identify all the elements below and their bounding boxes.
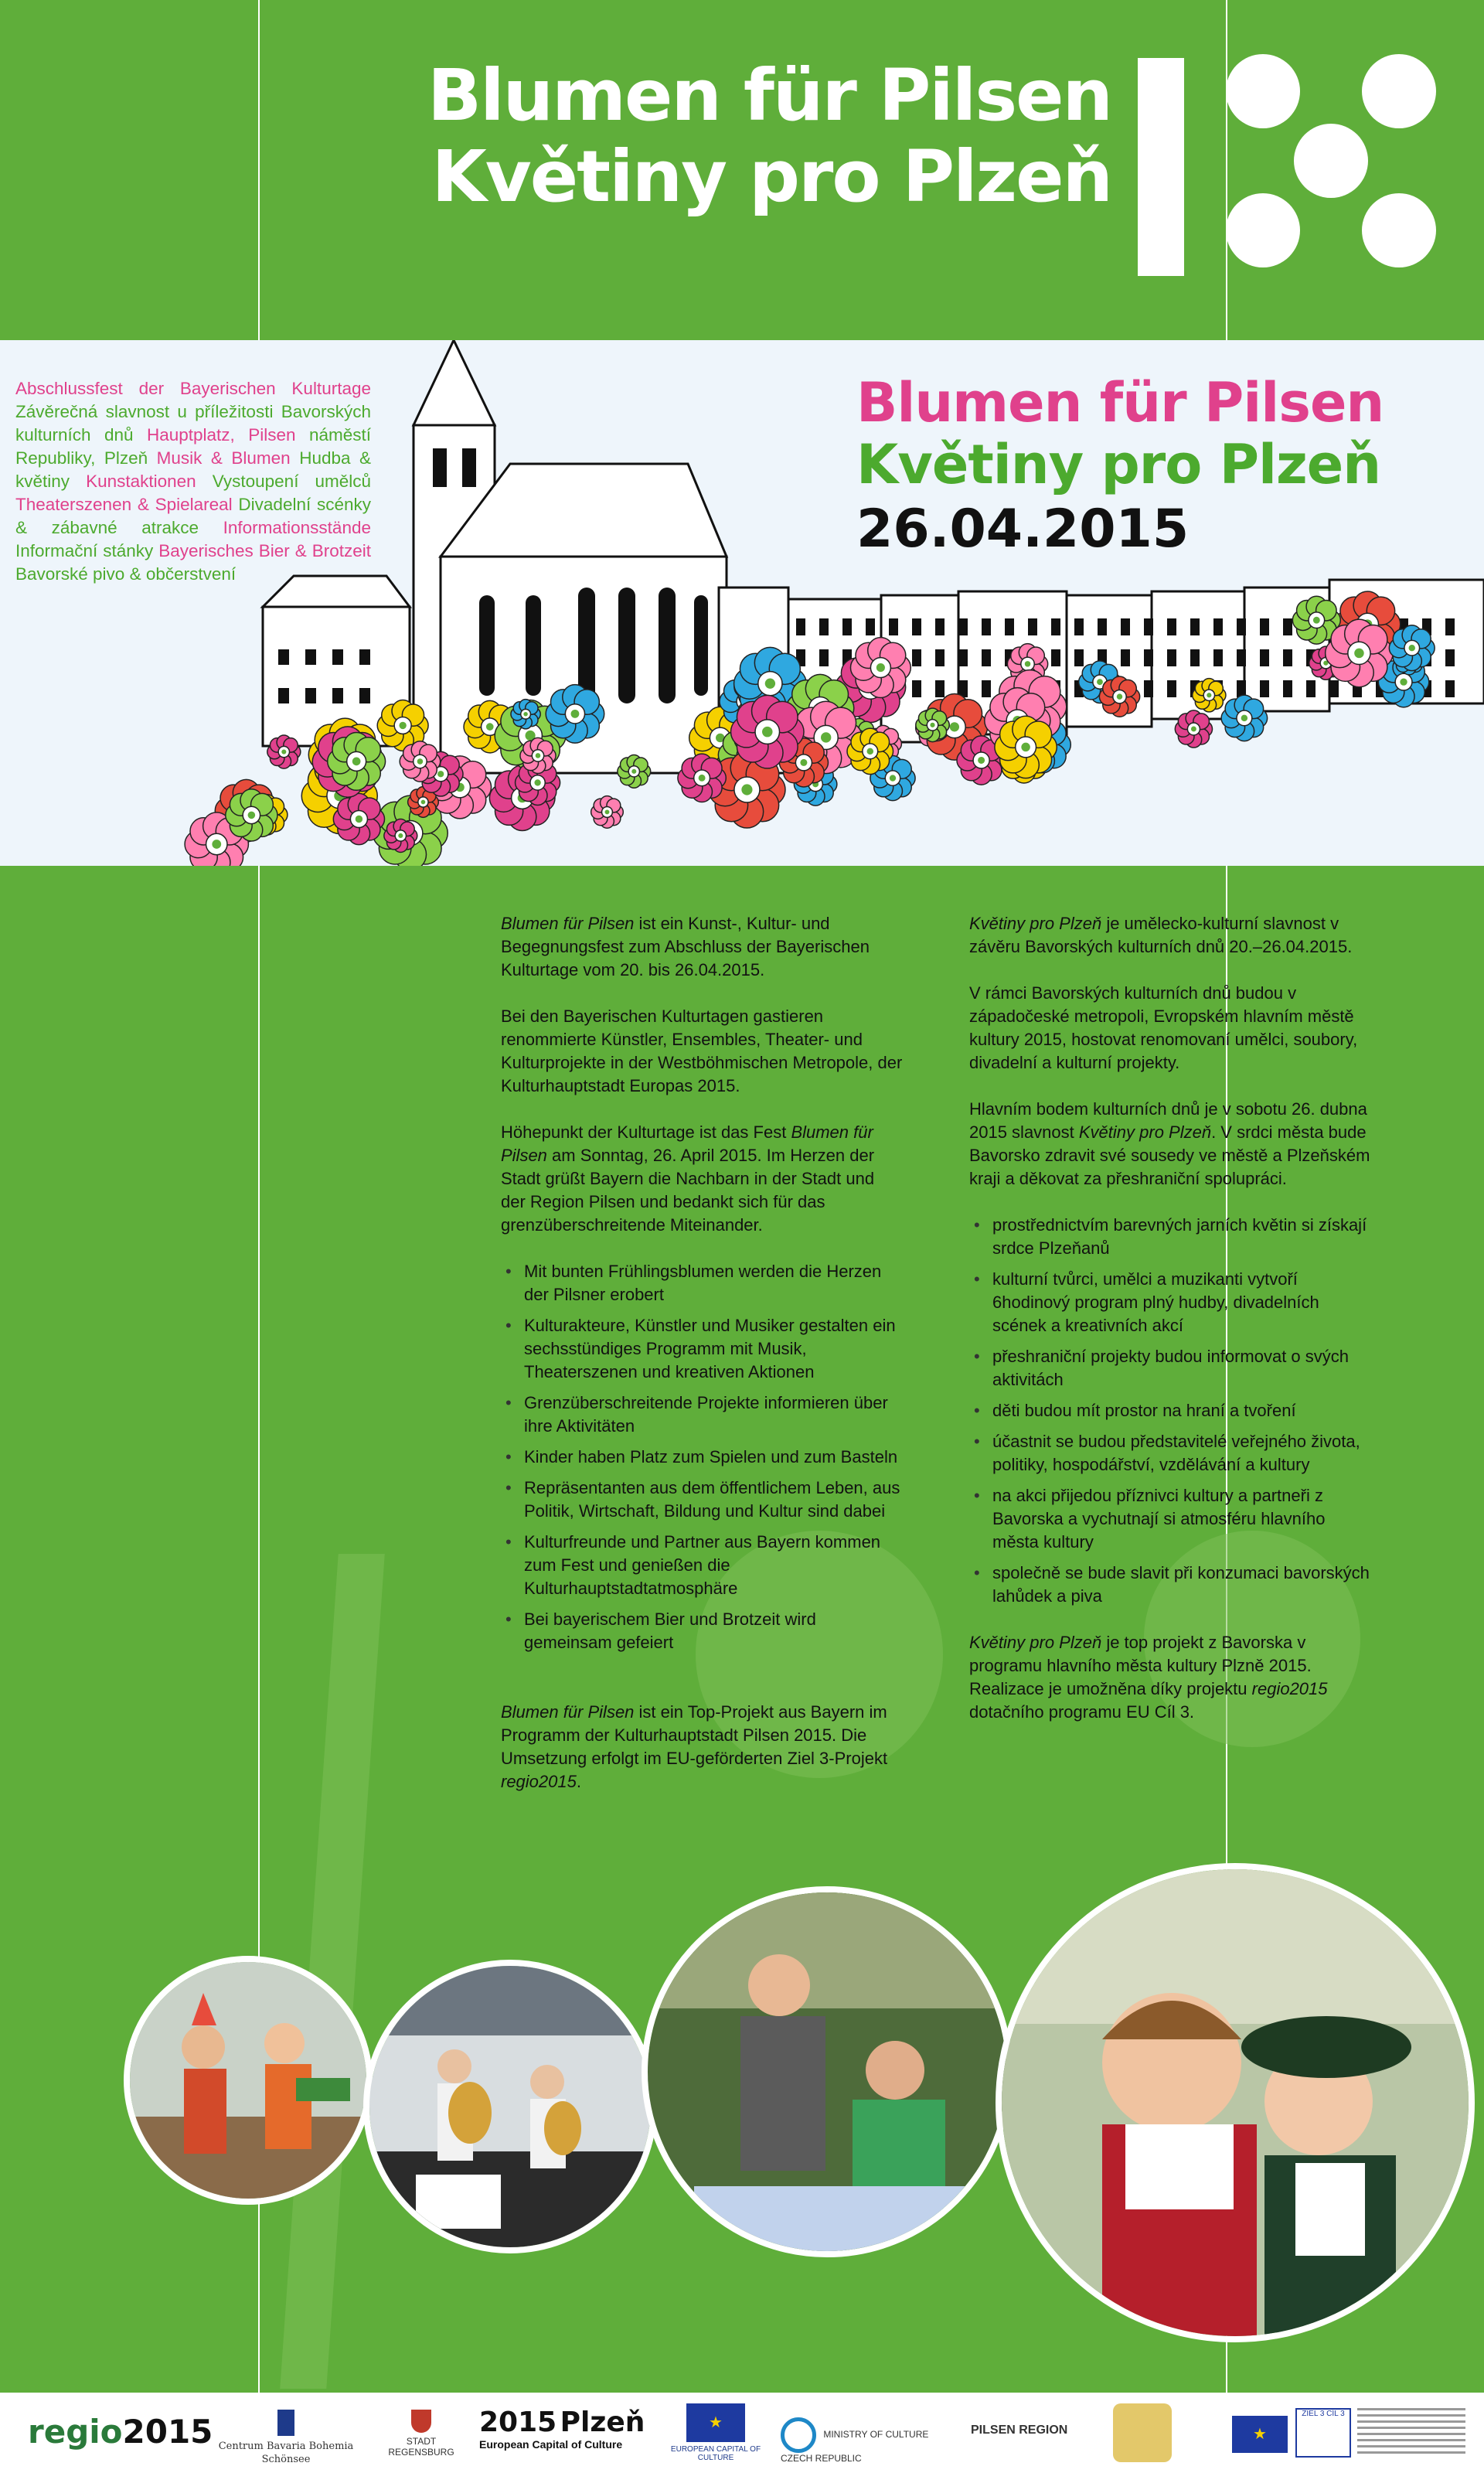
logo-dot [1362, 193, 1436, 267]
czech-bullet-list [969, 1214, 1371, 1608]
program-segment: Hauptplatz, Pilsen [146, 425, 309, 445]
flower-icon [995, 716, 1057, 778]
photo-theater-performers [124, 1956, 373, 2205]
flower-icon [847, 728, 893, 775]
list-item: • Kinder haben Platz zum Spielen und zum Basteln [501, 1446, 903, 1469]
list-item: • Bei bayerischem Bier und Brotzeit wird gemeinsam gefeiert [501, 1608, 903, 1654]
flower-icon [267, 735, 301, 768]
list-item: • Grenzüberschreitende Projekte informieren über ihre Aktivitäten [501, 1391, 903, 1438]
header [0, 0, 1484, 340]
czech-highlight: Hlavním bodem kulturních dnů je v sobotu 26. dubna 2015 slavnost Květiny pro Plzeň. V srdci města bude Bavorsko zdravit své sousedy ve městě a Plzeňském kraji a děkovat za přeshraniční spolupráci. [969, 1099, 1370, 1188]
czech-column [969, 912, 1371, 1747]
logo-dot [1226, 54, 1300, 128]
german-highlight: Höhepunkt der Kulturtage ist das Fest Blumen für Pilsen am Sonntag, 26. April 2015. Im Herzen der Stadt grüßt Bayern die Nachbarn in der Stadt und der Region Pilsen und bedankt sich für das grenzüberschreitende Miteinander. [501, 1122, 875, 1235]
eu-capital-logo: ★ EUROPEAN CAPITAL OF CULTURE [669, 2403, 762, 2462]
ziel3-logo: ZIEL 3 CÍL 3 [1295, 2408, 1351, 2458]
flower-icon [1175, 710, 1212, 748]
list-item: • Repräsentanten aus dem öffentlichem Leben, aus Politik, Wirtschaft, Bildung und Kultur sind dabei [501, 1477, 903, 1523]
flower-icon [511, 700, 540, 729]
regio2015-logo: regio2015 [28, 2413, 213, 2451]
program-segment: Divadelní scénky & zábavné atrakce [15, 495, 371, 537]
logo-dot [1294, 124, 1368, 198]
program-segment: Hudba & květiny [15, 448, 372, 491]
list-item: • Kulturfreunde und Partner aus Bayern kommen zum Fest und genießen die Kulturhauptstadtatmosphäre [501, 1531, 903, 1600]
event-banner [0, 340, 1484, 866]
bavaria-bohemia-logo: Centrum Bavaria Bohemia Schönsee [209, 2410, 363, 2465]
flower-icon [333, 793, 384, 844]
program-segment: Kunstaktionen [86, 472, 213, 491]
list-item: • účastnit se budou představitelé veřejného života, politiky, hospodářství, vzdělávání a kultury [969, 1430, 1371, 1477]
flower-icon [226, 789, 277, 841]
partner-logos-footer [0, 2393, 1484, 2473]
flower-icon [916, 708, 949, 741]
flower-icon [1193, 679, 1226, 712]
czech-paragraph: V rámci Bavorských kulturních dnů budou v západočeské metropoli, Evropském hlavním městě kultury 2015, hostovat renomovaní umělci, soubory, divadelní a kulturní projekty. [969, 983, 1358, 1072]
flower-icon [731, 695, 805, 768]
list-item: • přeshraniční projekty budou informovat o svých aktivitách [969, 1345, 1371, 1391]
pilsen-region-logo: PILSEN REGION [971, 2424, 1068, 2437]
program-segment: Bayerisches Bier & Brotzeit [158, 541, 371, 560]
flower-icon [328, 732, 386, 790]
german-paragraph: Bei den Bayerischen Kulturtagen gastieren renommierte Künstler, Ensembles, Theater- und Kulturprojekte in der Westböhmischen Metropole, der Kulturhauptstadt Europas 2015. [501, 1007, 903, 1095]
czech-intro: Květiny pro Plzeň je umělecko-kulturní slavnost v závěru Bavorských kulturních dnů 20.–26.04.2015. [969, 914, 1353, 956]
photo-brass-band [363, 1960, 657, 2253]
ministry-icon [781, 2417, 816, 2453]
list-item: • společně se bude slavit při konzumaci bavorských lahůdek a piva [969, 1562, 1371, 1608]
program-segment: Theaterszenen & Spielareal [15, 495, 239, 514]
logo-dot [1226, 193, 1300, 267]
flower-icon [1221, 695, 1267, 741]
bavaria-bohemia-icon [277, 2410, 294, 2436]
bavarian-coat-of-arms-icon [1113, 2403, 1172, 2462]
eu-flag-icon: ★ [1232, 2416, 1288, 2453]
flower-icon [678, 754, 726, 802]
flower-icon [591, 796, 624, 829]
header-line-right [1226, 0, 1227, 340]
list-item: • Kulturakteure, Künstler und Musiker gestalten ein sechsstündiges Programm mit Musik, Theaterszenen und kreativen Aktionen [501, 1314, 903, 1384]
program-segment: Informationsstände [223, 518, 371, 537]
german-column [501, 912, 903, 1817]
flower-icon [618, 755, 651, 788]
list-item: • děti budou mít prostor na hraní a tvoření [969, 1399, 1371, 1422]
flower-icon [850, 638, 910, 698]
program-segment: Informační stánky [15, 541, 159, 560]
program-segment: náměstí Republiky, Plzeň [15, 425, 371, 468]
regensburg-logo: STADT REGENSBURG [379, 2410, 464, 2458]
photo-food-stand [642, 1886, 1013, 2257]
header-title-de: Blumen für Pilsen [427, 54, 1111, 137]
program-segment: Bavorské pivo & občerstvení [15, 564, 237, 584]
german-intro: Blumen für Pilsen ist ein Kunst-, Kultur- und Begegnungsfest zum Abschluss der Bayerischen Kulturtage vom 20. bis 26.04.2015. [501, 914, 870, 979]
logo-dot [1362, 54, 1436, 128]
event-title-cz: Květiny pro Plzeň [856, 433, 1381, 496]
flower-icon [1099, 676, 1139, 717]
ministry-logo: MINISTRY OF CULTURE CZECH REPUBLIC [781, 2417, 935, 2464]
flower-icon [400, 741, 440, 782]
flower-icon [520, 737, 556, 773]
plzen2015-logo: 2015 Plzeň European Capital of Culture [479, 2407, 645, 2451]
list-item: • prostřednictvím barevných jarních květin si získají srdce Plzeňanů [969, 1214, 1371, 1260]
list-item: • kulturní tvůrci, umělci a muzikanti vytvoří 6hodinový program plný hudby, divadelních scének a kreativních akcí [969, 1268, 1371, 1337]
header-title-cz: Květiny pro Plzeň [431, 135, 1111, 218]
eu-flag-icon: ★ [686, 2403, 745, 2442]
program-segment: Abschlussfest der Bayerischen Kulturtage [15, 379, 371, 398]
regensburg-crest-icon [411, 2410, 431, 2433]
header-line-left [258, 0, 260, 340]
flower-icon [1389, 625, 1435, 671]
event-date: 26.04.2015 [856, 499, 1190, 560]
program-segment: Závěrečná slavnost u příležitosti Bavorských kulturních dnů [15, 402, 371, 445]
program-segment: Musik & Blumen [156, 448, 300, 468]
photo-children-dancing [996, 1863, 1475, 2342]
town-illustration [0, 340, 1484, 866]
flower-icon [384, 819, 417, 853]
list-item: • Mit bunten Frühlingsblumen werden die Herzen der Pilsner erobert [501, 1260, 903, 1306]
list-item: • na akci přijedou příznivci kultury a partneři z Bavorska a vychutnají si atmosféru hlavního města kultury [969, 1484, 1371, 1554]
program-segment: Vystoupení umělců [212, 472, 372, 491]
event-title-de: Blumen für Pilsen [856, 371, 1384, 434]
eu-funding-fineprint [1357, 2408, 1465, 2454]
logo-bar [1138, 58, 1184, 276]
german-bullet-list [501, 1260, 903, 1654]
flower-icon [1326, 619, 1394, 687]
czech-closing: Květiny pro Plzeň je top projekt z Bavorska v programu hlavního města kultury Plzně 2015. Realizace je umožněna díky projektu regio2015 dotačního programu EU Cíl 3. [969, 1633, 1328, 1722]
german-closing: Blumen für Pilsen ist ein Top-Projekt aus Bayern im Programm der Kulturhauptstadt Pilsen 2015. Die Umsetzung erfolgt im EU-geförderten Ziel 3-Projekt regio2015. [501, 1702, 888, 1791]
flower-icon [546, 685, 604, 744]
